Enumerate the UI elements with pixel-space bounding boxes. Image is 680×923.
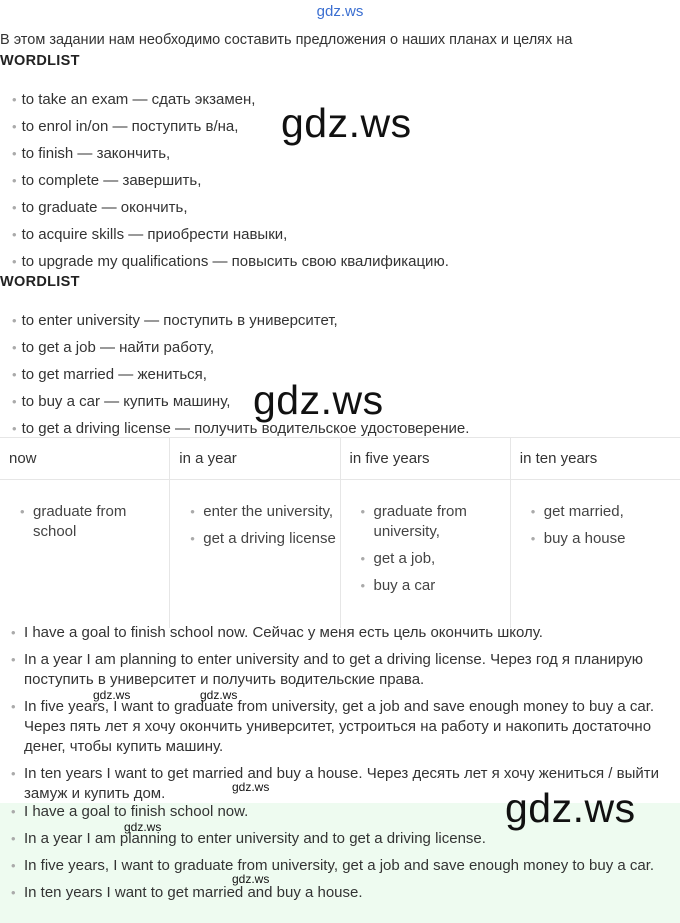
watermark: gdz.ws (253, 377, 384, 423)
list-item: • get married, (531, 502, 680, 522)
list-item: • I have a goal to finish school now. (0, 802, 680, 822)
list-item: • to buy a car — купить машину, (12, 388, 469, 415)
wordlist-heading-1: WORDLIST (0, 53, 80, 69)
watermark-top[interactable]: gdz.ws (316, 3, 364, 20)
plans-table (0, 437, 680, 628)
list-item: • to upgrade my qualifications — повысить свою квалификацию. (12, 248, 449, 275)
list-item: • buy a car (361, 576, 510, 596)
list-item: • to enter university — поступить в университет, (12, 307, 469, 334)
list-item: • get a driving license (190, 529, 339, 549)
list-item: • In ten years I want to get married and buy a house. (0, 883, 680, 903)
list-item: • to complete — завершить, (12, 167, 449, 194)
list-item: • get a job, (361, 549, 510, 569)
list-item: • graduate from school (20, 502, 169, 542)
answers-with-translation (0, 623, 680, 811)
table-header-now: now (0, 438, 170, 479)
list-item: • buy a house (531, 529, 680, 549)
wordlist-heading-2: WORDLIST (0, 274, 80, 290)
list-item: • In five years, I want to graduate from university, get a job and save enough money to buy a car. (0, 856, 680, 876)
table-header-in-a-year: in a year (170, 438, 340, 479)
list-item: • In five years, I want to graduate from university, get a job and save enough money to buy a car. Через пять лет я хочу окончить университет, устроиться на работу и накопить достаточно денег, чтобы купить машину. (0, 697, 680, 757)
list-item: • to take an exam — сдать экзамен, (12, 86, 449, 113)
list-item: • to get married — жениться, (12, 361, 469, 388)
list-item: • to get a job — найти работу, (12, 334, 469, 361)
watermark: gdz.ws (232, 872, 270, 886)
list-item: • to get a driving license — получить водительское удостоверение. (12, 415, 469, 442)
table-header-in-five-years: in five years (341, 438, 511, 479)
list-item: • graduate from university, (361, 502, 510, 542)
watermark: gdz.ws (232, 780, 270, 794)
list-item: • In a year I am planning to enter university and to get a driving license. Через год я планирую поступить в университет и получить водительские права. (0, 650, 680, 690)
wordlist-2 (12, 307, 469, 442)
watermark: gdz.ws (124, 820, 162, 834)
list-item: • to graduate — окончить, (12, 194, 449, 221)
table-cell-in-a-year (170, 480, 340, 628)
table-header-in-ten-years: in ten years (519, 450, 598, 467)
table-cell-in-five-years (341, 480, 511, 628)
list-item: • to acquire skills — приобрести навыки, (12, 221, 449, 248)
list-item: • to enrol in/on — поступить в/на, (12, 113, 449, 140)
list-item: • enter the university, (190, 502, 339, 522)
table-header-row (0, 438, 680, 480)
intro-text: В этом задании нам необходимо составить предложения о наших планах и целях на (0, 32, 573, 48)
watermark: gdz.ws (200, 688, 238, 702)
watermark: gdz.ws (93, 688, 131, 702)
list-item: • I have a goal to finish school now. Сейчас у меня есть цель окончить школу. (0, 623, 680, 643)
table-cell-in-ten-years (511, 480, 680, 628)
list-item: • In a year I am planning to enter university and to get a driving license. (0, 829, 680, 849)
list-item: • to finish — закончить, (12, 140, 449, 167)
watermark: gdz.ws (281, 100, 412, 146)
table-cell-now (0, 480, 170, 628)
watermark: gdz.ws (505, 785, 636, 831)
list-item: • In ten years I want to get married and buy a house. Через десять лет я хочу жениться / выйти замуж и купить дом. (0, 764, 680, 804)
table-body-row (0, 480, 680, 628)
